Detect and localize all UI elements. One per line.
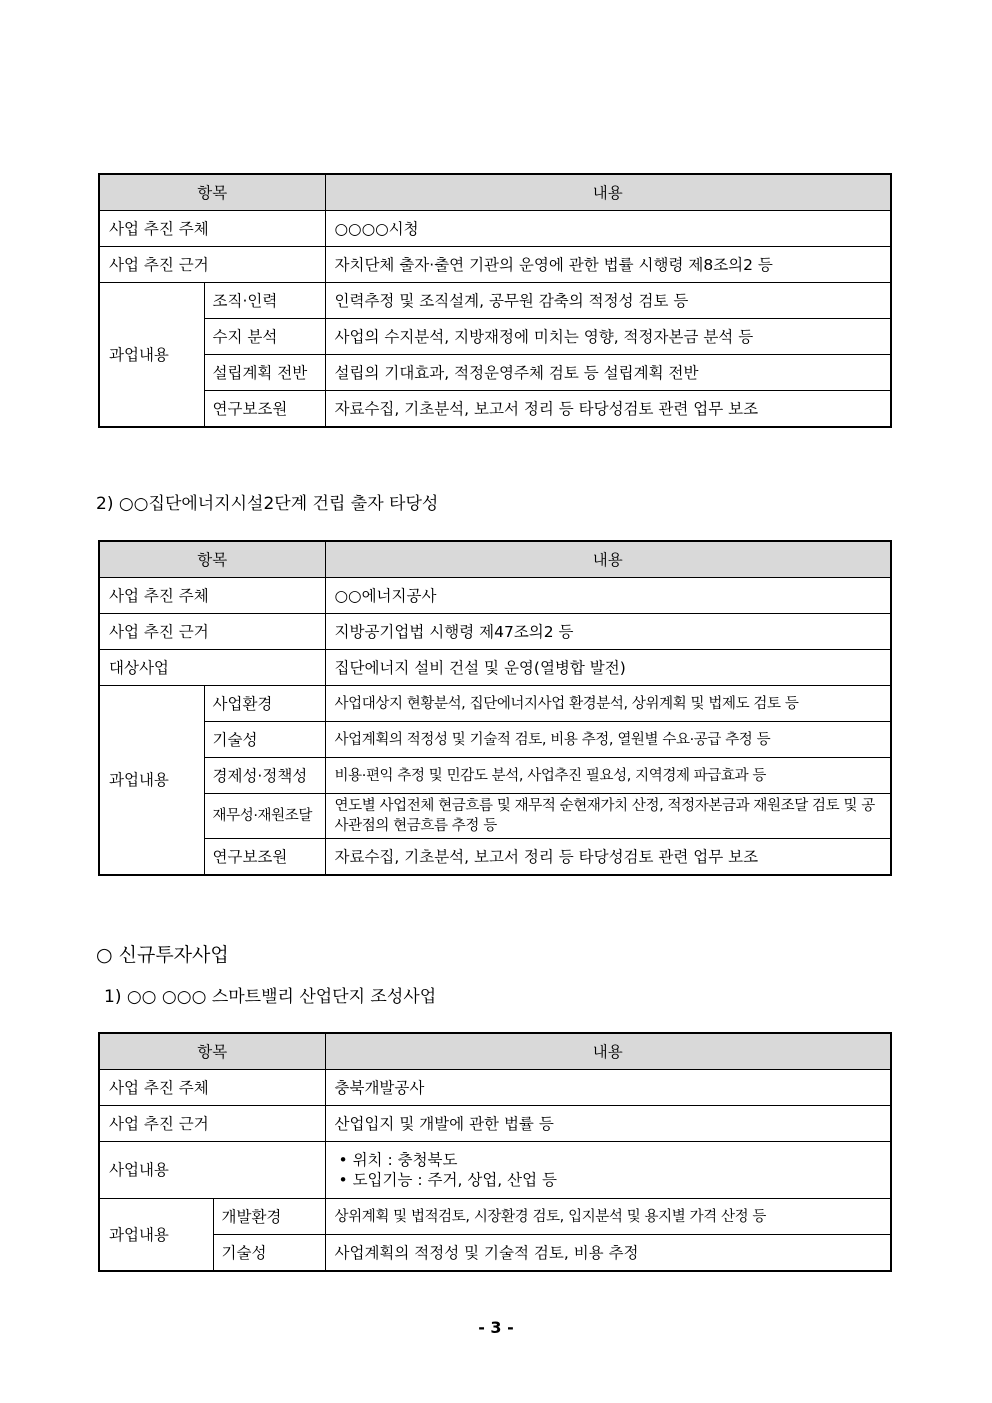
sub-row-label: 수지 분석 — [204, 319, 325, 355]
sub-row-value: 상위계획 및 법적검토, 시장환경 검토, 입지분석 및 용지별 가격 산정 등 — [325, 1199, 891, 1235]
table-3 — [98, 1032, 892, 1272]
table-row-value: ○○○○시청 — [325, 211, 891, 247]
sub-row-value: 자료수집, 기초분석, 보고서 정리 등 타당성검토 관련 업무 보조 — [325, 391, 891, 428]
group-label: 과업내용 — [99, 1199, 213, 1272]
table-row-label: 대상사업 — [99, 650, 325, 686]
sub-row-value: 사업계획의 적정성 및 기술적 검토, 비용 추정, 열원별 수요·공급 추정 등 — [325, 722, 891, 758]
group-label: 과업내용 — [99, 686, 204, 876]
heading-2: 2) ○○집단에너지시설2단계 건립 출자 타당성 — [96, 494, 439, 514]
sub-row-label: 사업환경 — [204, 686, 325, 722]
table-row-value: 지방공기업법 시행령 제47조의2 등 — [325, 614, 891, 650]
sub-row-label: 연구보조원 — [204, 839, 325, 876]
sub-row-label: 조직·인력 — [204, 283, 325, 319]
sub-row-label: 기술성 — [204, 722, 325, 758]
table-row-value: 자치단체 출자·출연 기관의 운영에 관한 법률 시행령 제8조의2 등 — [325, 247, 891, 283]
sub-row-label: 연구보조원 — [204, 391, 325, 428]
table-3-header-content: 내용 — [325, 1033, 891, 1070]
bullet-item: • 위치 : 충청북도 — [338, 1151, 458, 1169]
bullet-item: • 도입기능 : 주거, 상업, 산업 등 — [338, 1171, 558, 1189]
bullet-list — [325, 1142, 891, 1199]
sub-row-value: 사업의 수지분석, 지방재정에 미치는 영향, 적정자본금 분석 등 — [325, 319, 891, 355]
table-1-header-item: 항목 — [99, 174, 325, 211]
sub-row-value: 비용·편익 추정 및 민감도 분석, 사업추진 필요성, 지역경제 파급효과 등 — [325, 758, 891, 794]
sub-row-label: 설립계획 전반 — [204, 355, 325, 391]
sub-row-value: 사업계획의 적정성 및 기술적 검토, 비용 추정 — [325, 1235, 891, 1272]
table-row-label: 사업 추진 주체 — [99, 1070, 325, 1106]
sub-row-label: 개발환경 — [213, 1199, 325, 1235]
table-row-value: 충북개발공사 — [325, 1070, 891, 1106]
sub-row-label: 경제성·정책성 — [204, 758, 325, 794]
table-row-label: 사업 추진 주체 — [99, 578, 325, 614]
table-row-label: 사업 추진 주체 — [99, 211, 325, 247]
table-row-label: 사업 추진 근거 — [99, 1106, 325, 1142]
heading-3: 1) ○○ ○○○ 스마트밸리 산업단지 조성사업 — [104, 987, 437, 1007]
table-row-value: 집단에너지 설비 건설 및 운영(열병합 발전) — [325, 650, 891, 686]
sub-row-label: 재무성·재원조달 — [204, 794, 325, 839]
table-row-value: 산업입지 및 개발에 관한 법률 등 — [325, 1106, 891, 1142]
section-heading: ○ 신규투자사업 — [96, 944, 229, 966]
table-1 — [98, 173, 892, 428]
table-row-value: ○○에너지공사 — [325, 578, 891, 614]
page-number: - 3 - — [478, 1318, 514, 1337]
sub-row-value: 사업대상지 현황분석, 집단에너지사업 환경분석, 상위계획 및 법제도 검토 등 — [325, 686, 891, 722]
sub-row-value: 인력추정 및 조직설계, 공무원 감축의 적정성 검토 등 — [325, 283, 891, 319]
table-row-label: 사업 추진 근거 — [99, 247, 325, 283]
table-2 — [98, 540, 892, 876]
table-row-label: 사업내용 — [99, 1142, 325, 1199]
sub-row-value: 연도별 사업전체 현금흐름 및 재무적 순현재가치 산정, 적정자본금과 재원조달 검토 및 공사관점의 현금흐름 추정 등 — [325, 794, 891, 839]
sub-row-label: 기술성 — [213, 1235, 325, 1272]
group-label: 과업내용 — [99, 283, 204, 428]
sub-row-value: 자료수집, 기초분석, 보고서 정리 등 타당성검토 관련 업무 보조 — [325, 839, 891, 876]
table-3-header-item: 항목 — [99, 1033, 325, 1070]
table-1-header-content: 내용 — [325, 174, 891, 211]
sub-row-value: 설립의 기대효과, 적정운영주체 검토 등 설립계획 전반 — [325, 355, 891, 391]
table-row-label: 사업 추진 근거 — [99, 614, 325, 650]
table-2-header-item: 항목 — [99, 541, 325, 578]
table-2-header-content: 내용 — [325, 541, 891, 578]
